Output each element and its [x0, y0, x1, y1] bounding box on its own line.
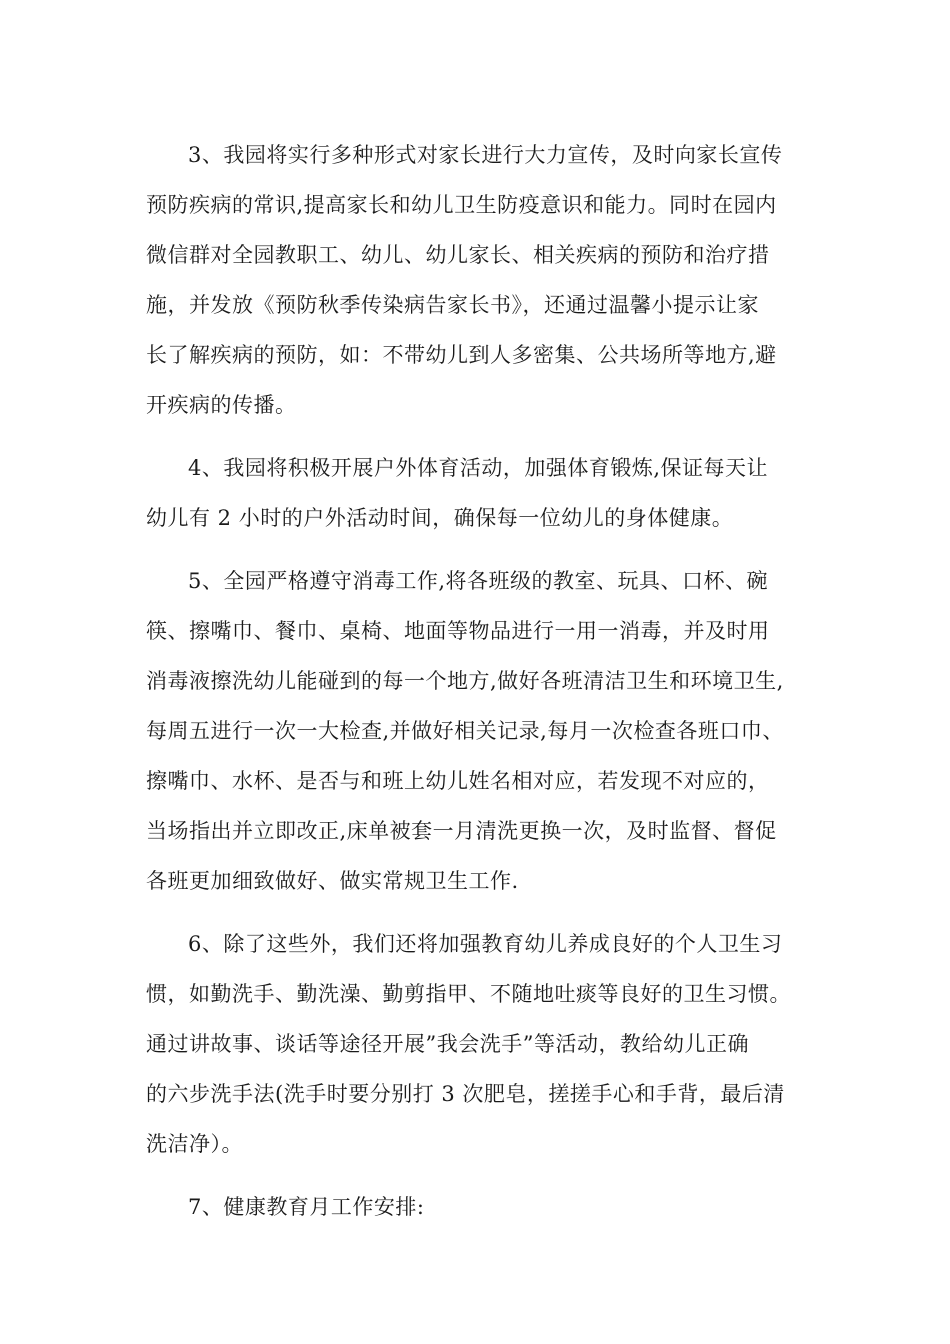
text-line: 筷、擦嘴巾、餐巾、桌椅、地面等物品进行一用一消毒，并及时用	[146, 619, 770, 643]
text-line: 预防疾病的常识,提高家长和幼儿卫生防疫意识和能力。同时在园内	[146, 193, 777, 217]
text-line: 6、除了这些外，我们还将加强教育幼儿养成良好的个人卫生习	[188, 932, 783, 956]
text-line: 7、健康教育月工作安排:	[188, 1195, 425, 1219]
text-line: 微信群对全园教职工、幼儿、幼儿家长、相关疾病的预防和治疗措	[146, 243, 770, 267]
text-line: 5、全园严格遵守消毒工作,将各班级的教室、玩具、口杯、碗	[188, 569, 769, 593]
text-line: 幼儿有 2 小时的户外活动时间，确保每一位幼儿的身体健康。	[146, 506, 734, 530]
text-line: 当场指出并立即改正,床单被套一月清洗更换一次，及时监督、督促	[146, 819, 777, 843]
text-line: 各班更加细致做好、做实常规卫生工作.	[146, 869, 519, 893]
text-line: 擦嘴巾、水杯、是否与和班上幼儿姓名相对应，若发现不对应的，	[146, 769, 770, 793]
text-line: 4、我园将积极开展户外体育活动，加强体育锻炼,保证每天让	[188, 456, 769, 480]
text-line: 每周五进行一次一大检查,并做好相关记录,每月一次检查各班口巾、	[146, 719, 784, 743]
text-line: 长了解疾病的预防，如：不带幼儿到人多密集、公共场所等地方,避	[146, 343, 777, 367]
text-line: 消毒液擦洗幼儿能碰到的每一个地方,做好各班清洁卫生和环境卫生,	[146, 669, 784, 693]
text-line: 洗洁净）。	[146, 1132, 243, 1156]
text-line: 施，并发放《预防秋季传染病告家长书》，还通过温馨小提示让家	[146, 293, 759, 317]
text-line: 开疾病的传播。	[146, 393, 297, 417]
text-line: 通过讲故事、谈话等途径开展”我会洗手”等活动，教给幼儿正确	[146, 1032, 749, 1056]
text-line: 的六步洗手法(洗手时要分别打 3 次肥皂，搓搓手心和手背，最后清	[146, 1082, 785, 1106]
text-line: 3、我园将实行多种形式对家长进行大力宣传，及时向家长宣传	[188, 143, 783, 167]
text-line: 惯，如勤洗手、勤洗澡、勤剪指甲、不随地吐痰等良好的卫生习惯。	[146, 982, 791, 1006]
